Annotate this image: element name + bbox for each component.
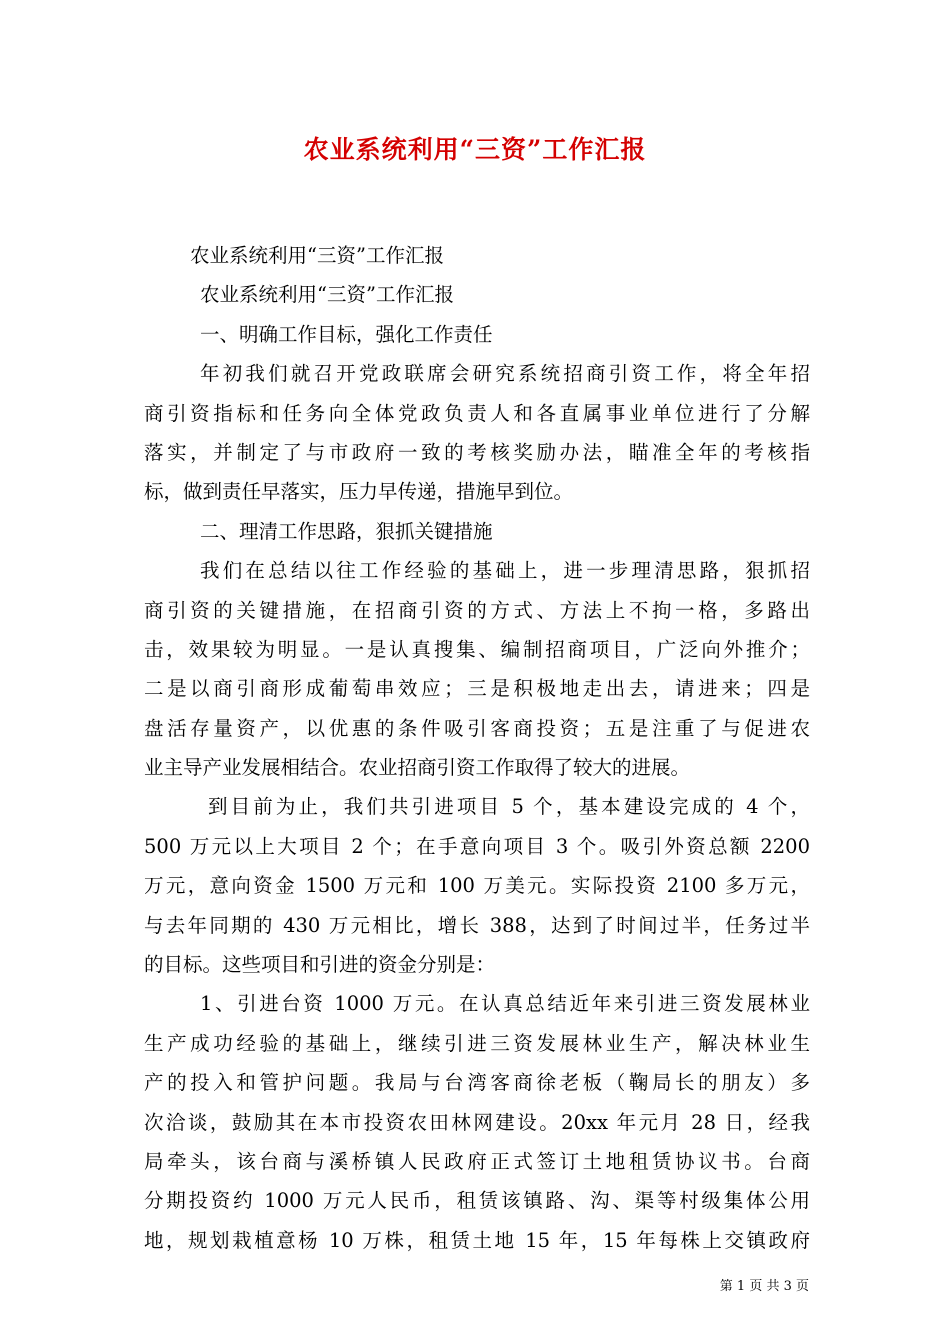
page-number: 第 1 页 共 3 页 <box>719 1279 809 1294</box>
text-line: 与去年同期的 430 万元相比，增长 388，达到了时间过半，任务过半 <box>144 913 810 937</box>
text-line: 年初我们就召开党政联席会研究系统招商引资工作，将全年招 <box>200 362 810 386</box>
text-line: 产的投入和管护问题。我局与台湾客商徐老板（鞠局长的朋友）多 <box>144 1071 810 1095</box>
text-line: 的目标。这些项目和引进的资金分别是： <box>144 953 496 977</box>
text-line: 次洽谈，鼓励其在本市投资农田林网建设。20xx 年元月 28 日，经我 <box>144 1110 810 1134</box>
text-line: 我们在总结以往工作经验的基础上，进一步理清思路，狠抓招 <box>200 559 810 583</box>
text-line: 商引资指标和任务向全体党政负责人和各直属事业单位进行了分解 <box>144 401 810 425</box>
text-line: 到目前为止，我们共引进项目 5 个，基本建设完成的 4 个， <box>208 795 810 819</box>
text-line: 500 万元以上大项目 2 个；在手意向项目 3 个。吸引外资总额 2200 <box>144 834 810 858</box>
text-line: 业主导产业发展相结合。农业招商引资工作取得了较大的进展。 <box>144 756 691 780</box>
text-line: 击，效果较为明显。一是认真搜集、编制招商项目，广泛向外推介； <box>144 637 810 661</box>
text-line: 万元，意向资金 1500 万元和 100 万美元。实际投资 2100 多万元， <box>144 874 810 898</box>
text-line: 落实，并制定了与市政府一致的考核奖励办法，瞄准全年的考核指 <box>144 440 810 464</box>
text-line: 标，做到责任早落实，压力早传递，措施早到位。 <box>144 480 574 504</box>
text-line: 局牵头，该台商与溪桥镇人民政府正式签订土地租赁协议书。台商 <box>144 1149 810 1173</box>
text-line: 农业系统利用“三资”工作汇报 <box>200 283 454 307</box>
document-body <box>144 236 810 1260</box>
text-line: 二、理清工作思路，狠抓关键措施 <box>200 519 493 543</box>
text-line: 一、明确工作目标，强化工作责任 <box>200 322 493 346</box>
text-line: 盘活存量资产，以优惠的条件吸引客商投资；五是注重了与促进农 <box>144 716 810 740</box>
text-line: 分期投资约 1000 万元人民币，租赁该镇路、沟、渠等村级集体公用 <box>144 1189 810 1213</box>
text-line: 生产成功经验的基础上，继续引进三资发展林业生产，解决林业生 <box>144 1031 810 1055</box>
text-line: 地，规划栽植意杨 10 万株，租赁土地 15 年，15 年每株上交镇政府 <box>144 1228 810 1252</box>
text-line: 1、引进台资 1000 万元。在认真总结近年来引进三资发展林业 <box>200 992 810 1016</box>
text-line: 二是以商引商形成葡萄串效应；三是积极地走出去，请进来；四是 <box>144 677 810 701</box>
document-title: 农业系统利用“三资”工作汇报 <box>303 135 647 164</box>
text-line: 商引资的关键措施，在招商引资的方式、方法上不拘一格，多路出 <box>144 598 810 622</box>
text-line: 农业系统利用“三资”工作汇报 <box>190 244 444 267</box>
